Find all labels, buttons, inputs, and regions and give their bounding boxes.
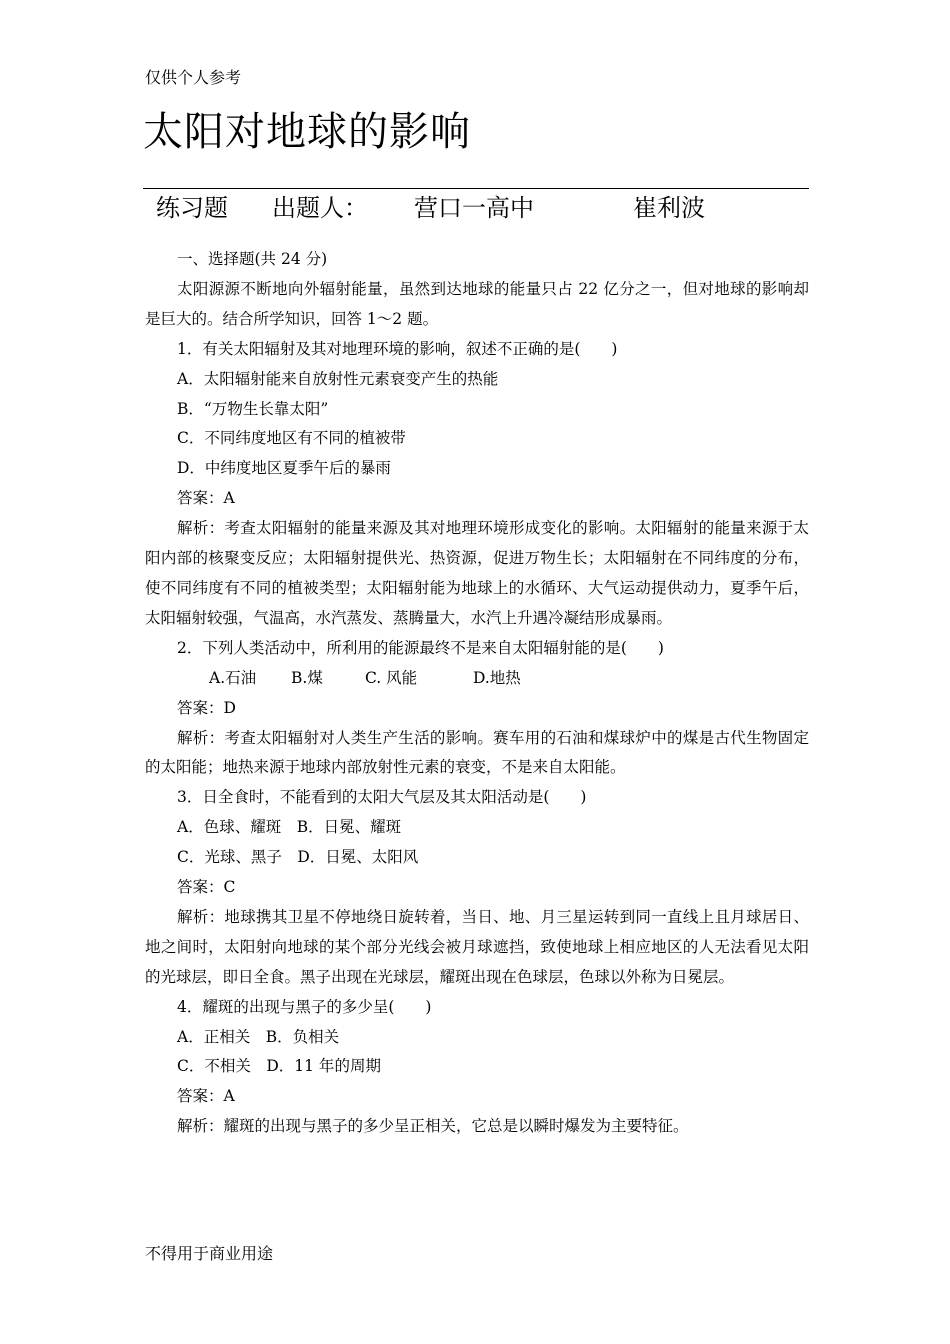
title-divider bbox=[143, 188, 809, 189]
question-2-option-b: B.煤 bbox=[291, 668, 323, 687]
header-note: 仅供个人参考 bbox=[145, 68, 242, 87]
question-1-option-d: D．中纬度地区夏季午后的暴雨 bbox=[177, 459, 391, 478]
question-3-options-cd: C．光球、黑子 D．日冕、太阳风 bbox=[177, 848, 419, 867]
question-2-stem: 2．下列人类活动中，所利用的能源最终不是来自太阳辐射能的是( ) bbox=[177, 638, 664, 657]
question-3-analysis: 解析：地球携其卫星不停地绕日旋转着，当日、地、月三星运转到同一直线上且月球居日、地之间时，太阳射向地球的某个部分光线会被月球遮挡，致使地球上相应地区的人无法看见太阳的光球层，即日全食。黑子出现在光球层，耀斑出现在色球层，色球以外称为日冕层。 bbox=[145, 907, 809, 986]
question-2-option-c: C. 风能 bbox=[365, 668, 418, 687]
section-heading: 一、选择题(共 24 分) bbox=[177, 250, 328, 268]
subtitle-school: 营口一高中 bbox=[414, 194, 534, 222]
question-1-stem: 1．有关太阳辐射及其对地理环境的影响，叙述不正确的是( ) bbox=[177, 339, 618, 358]
intro-paragraph: 太阳源源不断地向外辐射能量，虽然到达地球的能量只占 22 亿分之一，但对地球的影响却是巨大的。结合所学知识，回答 1～2 题。 bbox=[145, 279, 809, 328]
question-1-option-b: B．“万物生长靠太阳” bbox=[177, 399, 329, 418]
footer-note: 不得用于商业用途 bbox=[145, 1244, 274, 1263]
question-3-answer: 答案：C bbox=[177, 878, 236, 897]
question-3-options-ab: A．色球、耀斑 B．日冕、耀斑 bbox=[177, 818, 402, 837]
document-body bbox=[145, 245, 809, 1142]
question-4-options-cd: C．不相关 D．11 年的周期 bbox=[177, 1057, 381, 1076]
question-4-answer: 答案：A bbox=[177, 1087, 235, 1106]
question-4-options-ab: A．正相关 B．负相关 bbox=[177, 1027, 340, 1046]
question-2-option-a: A.石油 bbox=[209, 668, 257, 687]
question-1-option-a: A．太阳辐射能来自放射性元素衰变产生的热能 bbox=[177, 369, 499, 388]
question-2-analysis: 解析：考查太阳辐射对人类生产生活的影响。赛车用的石油和煤球炉中的煤是古代生物固定的太阳能；地热来源于地球内部放射性元素的衰变，不是来自太阳能。 bbox=[145, 728, 809, 777]
question-1-answer: 答案：A bbox=[177, 489, 235, 508]
question-1-option-c: C．不同纬度地区有不同的植被带 bbox=[177, 429, 406, 448]
subtitle-line bbox=[156, 192, 816, 226]
question-2-option-d: D.地热 bbox=[473, 668, 521, 687]
question-2-answer: 答案：D bbox=[177, 698, 236, 717]
question-1-analysis: 解析：考查太阳辐射的能量来源及其对地理环境形成变化的影响。太阳辐射的能量来源于太阳内部的核聚变反应；太阳辐射提供光、热资源，促进万物生长；太阳辐射在不同纬度的分布，使不同纬度有不同的植被类型；太阳辐射能为地球上的水循环、大气运动提供动力，夏季午后，太阳辐射较强，气温高，水汽蒸发、蒸腾量大，水汽上升遇冷凝结形成暴雨。 bbox=[145, 519, 809, 627]
question-4-stem: 4．耀斑的出现与黑子的多少呈( ) bbox=[177, 997, 432, 1016]
subtitle-author-name: 崔利波 bbox=[633, 194, 705, 222]
question-2-options bbox=[145, 664, 809, 694]
subtitle-author-label: 出题人： bbox=[272, 194, 368, 222]
question-4-analysis: 解析：耀斑的出现与黑子的多少呈正相关，它总是以瞬时爆发为主要特征。 bbox=[177, 1117, 689, 1136]
question-3-stem: 3．日全食时，不能看到的太阳大气层及其太阳活动是( ) bbox=[177, 788, 587, 807]
subtitle-exercise: 练习题 bbox=[156, 194, 228, 222]
page-title: 太阳对地球的影响 bbox=[143, 109, 471, 155]
